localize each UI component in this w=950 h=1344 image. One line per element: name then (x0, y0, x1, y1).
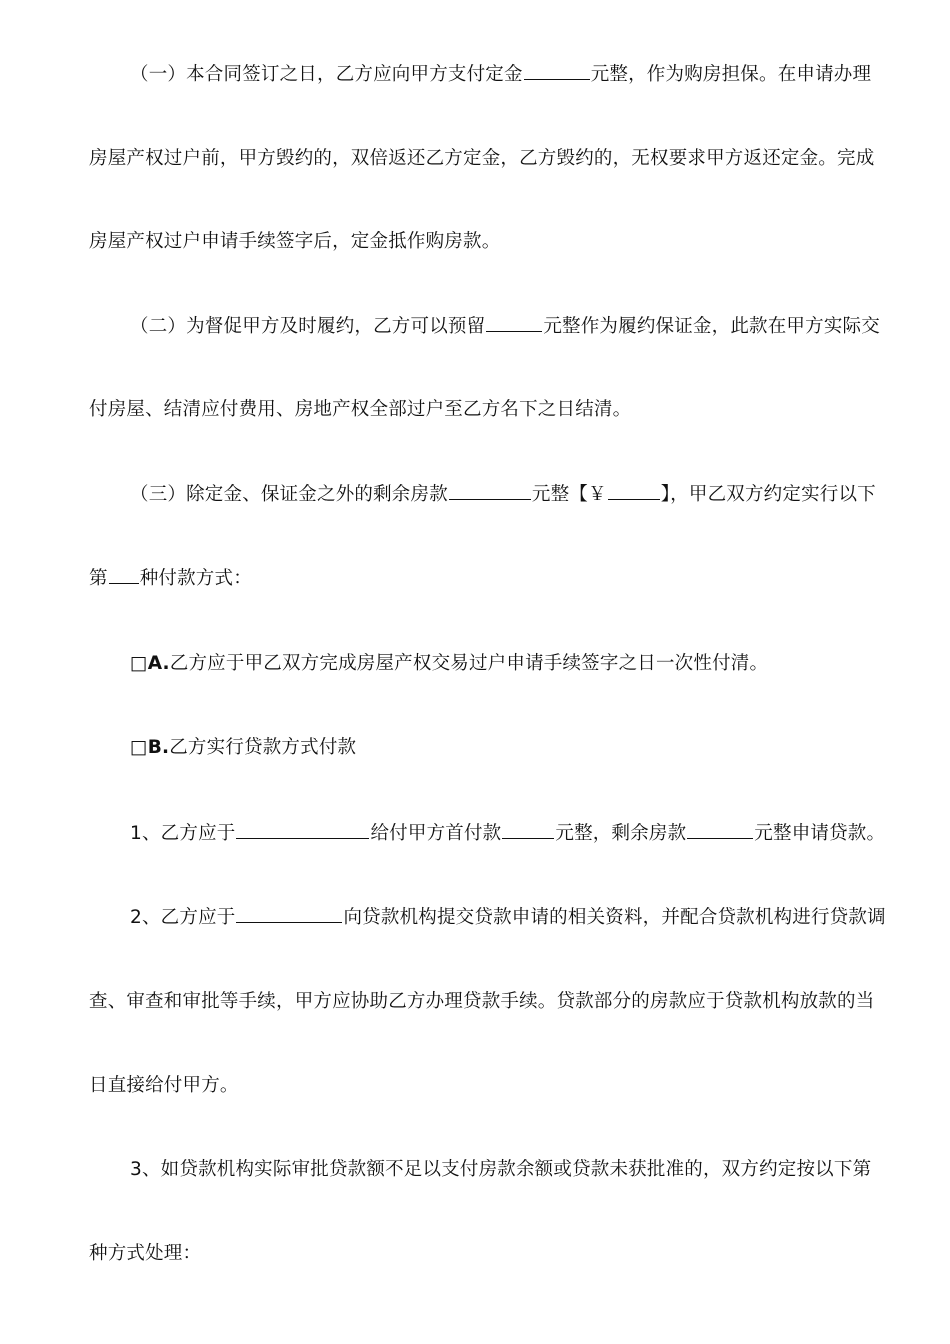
down-payment-amount-blank[interactable] (502, 837, 554, 839)
deposit-clause-text: （一）本合同签订之日，乙方应向甲方支付定金 (130, 64, 523, 85)
loan-item-2-line-1 (130, 909, 886, 928)
loan-item-3-line-2: 种方式处理： (89, 1243, 202, 1264)
payment-method-suffix: 种付款方式： (139, 568, 252, 589)
option-b (130, 739, 356, 758)
option-b-text: 乙方实行贷款方式付款 (169, 737, 357, 758)
payment-method-prefix: 第 (89, 568, 108, 589)
option-a-checkbox[interactable]: □ (130, 653, 148, 674)
loan-item-2-line-2: 查、审查和审批等手续，甲方应协助乙方办理贷款手续。贷款部分的房款应于贷款机构放款的当 (89, 991, 875, 1012)
loan-amount-blank[interactable] (687, 837, 753, 839)
down-payment-date-blank[interactable] (236, 837, 369, 839)
remaining-payment-line-2 (89, 570, 252, 589)
deposit-clause-line-2: 房屋产权过户前，甲方毁约的，双倍返还乙方定金，乙方毁约的，无权要求甲方返还定金。完成 (89, 148, 875, 169)
remaining-amount-blank[interactable] (449, 498, 531, 500)
option-a (130, 655, 768, 674)
guarantee-clause-text-2: 元整作为履约保证金，此款在甲方实际交 (543, 316, 880, 337)
option-b-letter: B. (147, 737, 170, 758)
deposit-amount-blank[interactable] (524, 78, 590, 80)
guarantee-amount-blank[interactable] (486, 330, 542, 332)
remaining-payment-text-2: 元整【￥ (531, 484, 607, 505)
guarantee-clause-text: （二）为督促甲方及时履约，乙方可以预留 (130, 316, 486, 337)
remaining-payment-text-3: 】，甲乙双方约定实行以下 (660, 484, 876, 505)
loan-item-2-text-a: 2、乙方应于 (130, 907, 236, 928)
remaining-amount-figure-blank[interactable] (608, 498, 660, 500)
loan-item-3-line-1: 3、如贷款机构实际审批贷款额不足以支付房款余额或贷款未获批准的，双方约定按以下第 (130, 1159, 872, 1180)
loan-item-1 (130, 825, 885, 844)
deposit-clause-line-1 (130, 66, 871, 85)
option-a-text: 乙方应于甲乙双方完成房屋产权交易过户申请手续签字之日一次性付清。 (169, 653, 769, 674)
loan-item-1-text-d: 元整申请贷款。 (754, 823, 886, 844)
deposit-clause-text-2: 元整，作为购房担保。在申请办理 (590, 64, 872, 85)
remaining-payment-text: （三）除定金、保证金之外的剩余房款 (130, 484, 448, 505)
loan-item-2-text-b: 向贷款机构提交贷款申请的相关资料，并配合贷款机构进行贷款调 (343, 907, 886, 928)
guarantee-clause-line-2: 付房屋、结清应付费用、房地产权全部过户至乙方名下之日结清。 (89, 399, 632, 420)
loan-item-1-text-b: 给付甲方首付款 (370, 823, 502, 844)
loan-item-2-line-3: 日直接给付甲方。 (89, 1075, 239, 1096)
option-a-letter: A. (147, 653, 170, 674)
loan-item-1-text-c: 元整，剩余房款 (555, 823, 687, 844)
deposit-clause-line-3: 房屋产权过户申请手续签字后，定金抵作购房款。 (89, 231, 501, 252)
option-b-checkbox[interactable]: □ (130, 737, 148, 758)
remaining-payment-line-1 (130, 486, 876, 505)
loan-item-1-text-a: 1、乙方应于 (130, 823, 236, 844)
guarantee-clause-line-1 (130, 318, 880, 337)
payment-method-number-blank[interactable] (109, 582, 139, 584)
loan-application-date-blank[interactable] (236, 921, 342, 923)
